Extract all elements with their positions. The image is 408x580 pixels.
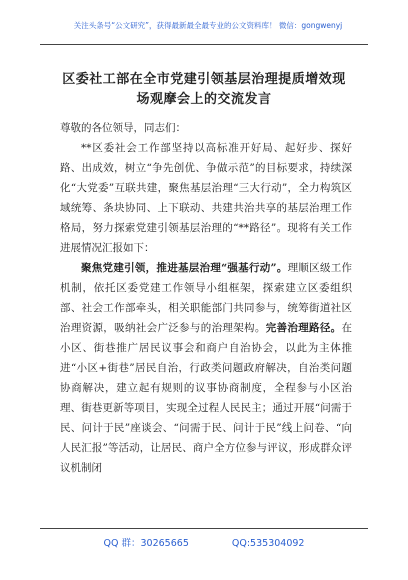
paragraph-text: 在小区、街巷推广居民议事会和商户自治协会，以此为主体推进“小区+街巷”居民自治，行政类问题政府解决，自治类问题协商解决，建立起有规则的议事协商制度，全程参与小区治理、街巷更新等项目，实现全过程人民民主；通过开展“问需于民、问计于民”座谈会、“问需于民、问计于民”线上问卷、“向人民汇报”等活动，让居民、商户全方位参与评议，形成群众评议机制闭 bbox=[60, 322, 353, 474]
footer-qq: QQ:535304092 bbox=[231, 538, 305, 549]
footer-divider bbox=[40, 528, 368, 529]
footer-qq-group: QQ 群：30265665 bbox=[103, 538, 189, 549]
document-title: 区委社工部在全市党建引领基层治理提质增效现场观摩会上的交流发言 bbox=[62, 72, 346, 107]
salutation: 尊敬的各位领导，同志们： bbox=[60, 122, 186, 134]
header-divider bbox=[40, 44, 368, 45]
paragraph-text: 理顺区级工作机制，依托区委党建工作领导小组框架，探索建立区委组织部、社会工作部牵头，相关职能部门共同参与，统筹街道社区治理资源，吸纳社会广泛参与的治理架构。 bbox=[60, 262, 352, 334]
paragraph-strong-foundation bbox=[60, 258, 352, 478]
footer bbox=[0, 535, 408, 549]
paragraph-subheading: 完善治理路径。 bbox=[265, 322, 342, 334]
paragraph-intro: **区委社会工作部坚持以高标准开好局、起好步、探好路、出成效，树立“争先创优、争做示范”的目标要求，持续深化“大党委”互联共建，聚焦基层治理“三大行动”，全力构筑区域统筹、条块协同、上下联动、共建共治共享的基层治理工作格局，努力探索党建引领基层治理的“**路径”。现将有关工作进展情况汇报如下： bbox=[60, 142, 352, 254]
header-banner: 关注头条号“公文研究”，获得最新最全最专业的公文资料库！ 微信：gongwenyj bbox=[73, 21, 343, 30]
document-body bbox=[60, 118, 352, 478]
paragraph-heading: 聚焦党建引领，推进基层治理“强基行动”。 bbox=[81, 262, 288, 274]
